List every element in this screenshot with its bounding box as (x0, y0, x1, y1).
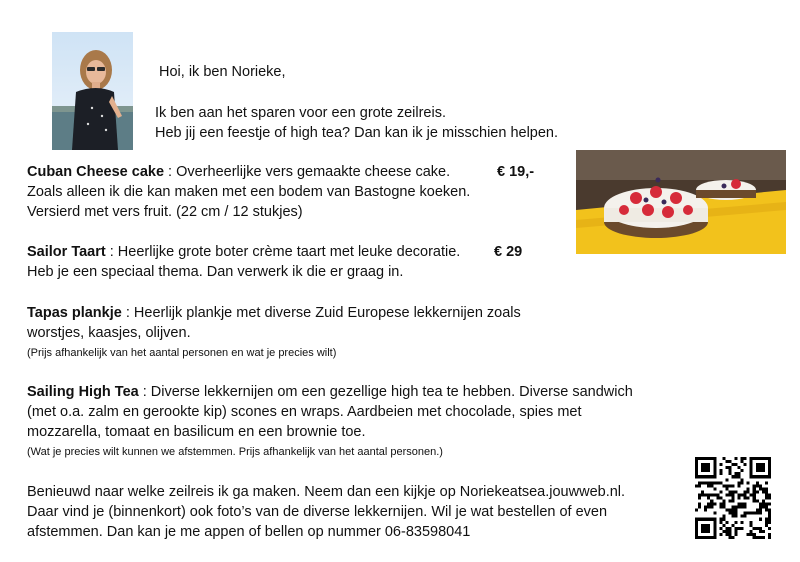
closing-line-3: afstemmen. Dan kan je me appen of bellen op nummer 06-83598041 (27, 524, 471, 540)
item-cheesecake-line-1: Zoals alleen ik die kan maken met een bodem van Bastogne koeken. (27, 184, 471, 200)
item-cheesecake-title (27, 162, 450, 182)
intro-line-1: Ik ben aan het sparen voor een grote zeilreis. (155, 105, 446, 121)
item-hightea-desc: : Diverse lekkernijen om een gezellige high tea te hebben. Diverse sandwich (138, 384, 633, 400)
qr-code[interactable] (695, 457, 771, 539)
item-sailor-line-1: Heb je een speciaal thema. Dan verwerk ik die er graag in. (27, 264, 404, 280)
qr-code-graphic (695, 457, 771, 539)
item-cheesecake-name: Cuban Cheese cake (27, 164, 165, 180)
greeting: Hoi, ik ben Norieke, (159, 64, 286, 80)
item-cheesecake-price: € 19,- (497, 164, 535, 180)
item-sailor-price: € 29 (494, 244, 523, 260)
item-hightea-line-2: mozzarella, tomaat en basilicum en een brownie toe. (27, 424, 366, 440)
item-hightea-line-1: (met o.a. zalm en gerookte kip) scones en wraps. Aardbeien met chocolade, spies met (27, 404, 582, 420)
item-hightea-name: Sailing High Tea (27, 384, 139, 400)
cheesecake-photo (576, 150, 786, 254)
item-tapas-desc: : Heerlijk plankje met diverse Zuid Europese lekkernijen zoals (121, 305, 521, 321)
item-sailor-desc: : Heerlijke grote boter crème taart met leuke decoratie. (105, 244, 461, 260)
item-tapas-name: Tapas plankje (27, 305, 122, 321)
item-tapas-note: (Prijs afhankelijk van het aantal personen en wat je precies wilt) (27, 347, 337, 359)
item-cheesecake-desc: : Overheerlijke vers gemaakte cheese cake. (164, 164, 451, 180)
item-cheesecake-line-2: Versierd met vers fruit. (22 cm / 12 stukjes) (27, 204, 303, 220)
closing-line-1: Benieuwd naar welke zeilreis ik ga maken. Neem dan een kijkje op Noriekeatsea.jouwweb.nl. (27, 484, 626, 500)
item-tapas-title (27, 303, 521, 323)
profile-photo (52, 32, 133, 150)
closing-line-2: Daar vind je (binnenkort) ook foto’s van de diverse lekkernijen. Wil je wat bestellen of even (27, 504, 608, 520)
item-tapas-line-1: worstjes, kaasjes, olijven. (27, 325, 191, 341)
item-hightea-note: (Wat je precies wilt kunnen we afstemmen. Prijs afhankelijk van het aantal personen.) (27, 446, 443, 458)
intro-line-2: Heb jij een feestje of high tea? Dan kan ik je misschien helpen. (155, 125, 559, 141)
item-sailor-name: Sailor Taart (27, 244, 106, 260)
item-hightea-title (27, 382, 633, 402)
item-sailor-title (27, 242, 460, 262)
